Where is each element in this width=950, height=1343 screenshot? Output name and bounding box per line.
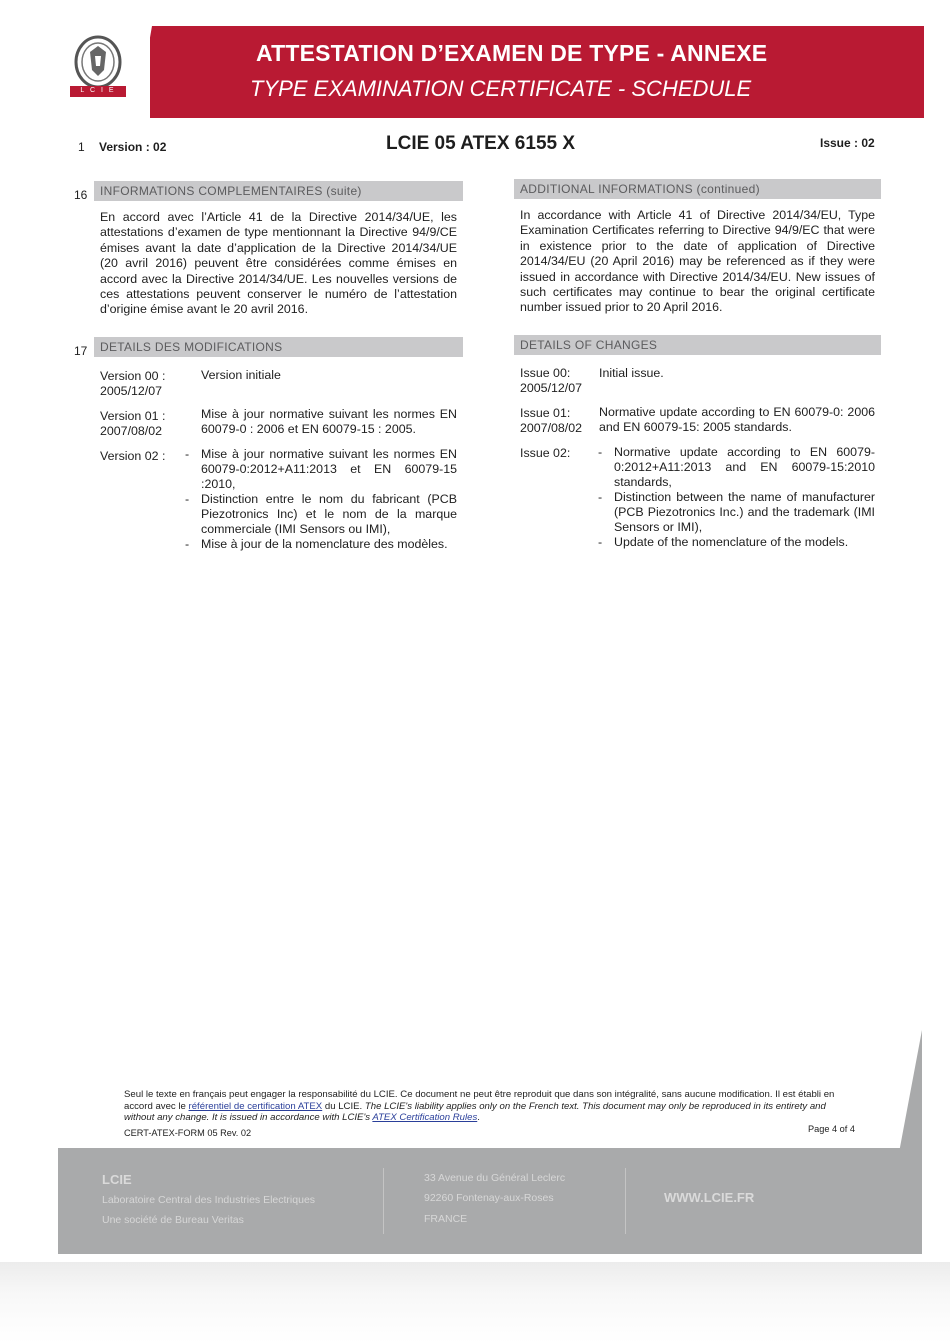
issue-01-date: 2007/08/02 (520, 421, 583, 435)
certificate-meta-row (0, 130, 950, 160)
issue-01-text: Normative update according to EN 60079-0: 2006 and EN 60079-15: 2005 standards. (599, 405, 875, 434)
scan-bottom-edge (0, 1262, 950, 1343)
atex-referential-link[interactable]: référentiel de certification ATEX (188, 1100, 323, 1112)
footer-company-name: LCIE (102, 1172, 132, 1187)
legal-footnote: Seul le texte en français peut engager la responsabilité du LCIE. Ce document ne peut être reproduit que dans son intégralité, sans aucune modification. Il est établi en accord avec le référentiel de certification ATEX du LCIE. The LCIE's liability applies only on the French text. This document may only be reproduced in its entirety and without any change. It is issued in accordance with LCIE's ATEX Certification Rules. (124, 1089, 835, 1123)
version-00-label: Version 00 : (100, 369, 166, 383)
issue-00-label: Issue 00: (520, 366, 571, 380)
version-01-label: Version 01 : (100, 409, 166, 423)
section-16-number: 16 (74, 188, 88, 202)
list-item: - Distinction entre le nom du fabricant (PCB Piezotronics Inc) et le nom de la marque commerciale (IMI Sensors ou IMI), (185, 492, 457, 536)
header-notch-slant (136, 26, 152, 118)
form-reference: CERT-ATEX-FORM 05 Rev. 02 (124, 1128, 252, 1138)
version-02-label: Version 02 : (100, 449, 166, 463)
section-16-heading-fr: INFORMATIONS COMPLEMENTAIRES (suite) (94, 181, 463, 201)
section-16-text-en: In accordance with Article 41 of Directive 2014/34/EU, Type Examination Certificates referring to Directive 94/9/EC that were in existence prior to the date of application of Directive 2014/34/EU (20 April 2016) may be referenced as if they were issued in accordance with Directive 2014/34/EU. New issues of such certificates may continue to bear the original certificate number issued prior to 20 April 2016. (520, 208, 875, 315)
logo-caption: L C I E (80, 87, 116, 94)
issue-02-label: Issue 02: (520, 446, 571, 460)
footer-address-city: 92260 Fontenay-aux-Roses (424, 1192, 554, 1204)
version-02-changes-fr (185, 447, 457, 552)
footer-address-street: 33 Avenue du Général Leclerc (424, 1172, 566, 1184)
version-01-text: Mise à jour normative suivant les normes EN 60079-0 : 2006 et EN 60079-15 : 2005. (201, 407, 457, 436)
page-index: 1 (78, 140, 85, 154)
issue-01-label: Issue 01: (520, 406, 571, 420)
list-item: - Mise à jour normative suivant les normes EN 60079-0:2012+A11:2013 et EN 60079-15 :2010, (185, 447, 457, 491)
footer-website-link[interactable]: WWW.LCIE.FR (664, 1190, 755, 1205)
certificate-number: LCIE 05 ATEX 6155 X (386, 133, 576, 154)
list-item: - Mise à jour de la nomenclature des modèles. (185, 537, 448, 551)
section-17-heading-en: DETAILS OF CHANGES (514, 335, 881, 355)
section-16-heading-en: ADDITIONAL INFORMATIONS (continued) (514, 179, 881, 199)
version-label: Version : 02 (99, 140, 167, 154)
atex-certification-rules-link[interactable]: ATEX Certification Rules (372, 1112, 478, 1123)
section-16-text-fr: En accord avec l’Article 41 de la Directive 2014/34/UE, les attestations d’examen de type mentionnant la Directive 94/9/CE émises avant la date d’application de la Directive 2014/34/UE (20 avril 2016) peuvent être considérées comme émises en accord avec la Directive 2014/34/UE. Les nouvelles versions de ces attestations peuvent conserver le numéro de l’attestation d’origine émise avant le 20 avril 2016. (100, 210, 457, 317)
section-17-heading-fr: DETAILS DES MODIFICATIONS (94, 337, 463, 357)
list-item: - Normative update according to EN 60079-0:2012+A11:2013 and EN 60079-15:2010 standards, (598, 445, 875, 489)
page-counter: Page 4 of 4 (808, 1124, 855, 1134)
footer-lab-name: Laboratoire Central des Industries Electriques (102, 1194, 316, 1206)
issue-00-date: 2005/12/07 (520, 381, 583, 395)
footer-divider (625, 1168, 626, 1234)
issue-label: Issue : 02 (820, 136, 875, 150)
version-00-date: 2005/12/07 (100, 384, 163, 398)
footer-parent-company: Une société de Bureau Veritas (102, 1214, 244, 1226)
issue-02-changes-en (598, 445, 875, 550)
list-item: - Distinction between the name of manufacturer (PCB Piezotronics Inc.) and the trademark (IMI Sensors or IMI), (598, 490, 875, 534)
list-item: - Update of the nomenclature of the models. (598, 535, 849, 549)
version-00-text: Version initiale (201, 368, 281, 382)
footer-divider (383, 1168, 384, 1234)
footer-address-country: FRANCE (424, 1213, 468, 1225)
version-01-date: 2007/08/02 (100, 424, 163, 438)
issue-00-text: Initial issue. (599, 366, 664, 380)
section-17-number: 17 (74, 344, 88, 358)
page-subtitle: TYPE EXAMINATION CERTIFICATE - SCHEDULE (250, 76, 752, 101)
page-title: ATTESTATION D’EXAMEN DE TYPE - ANNEXE (256, 40, 768, 66)
